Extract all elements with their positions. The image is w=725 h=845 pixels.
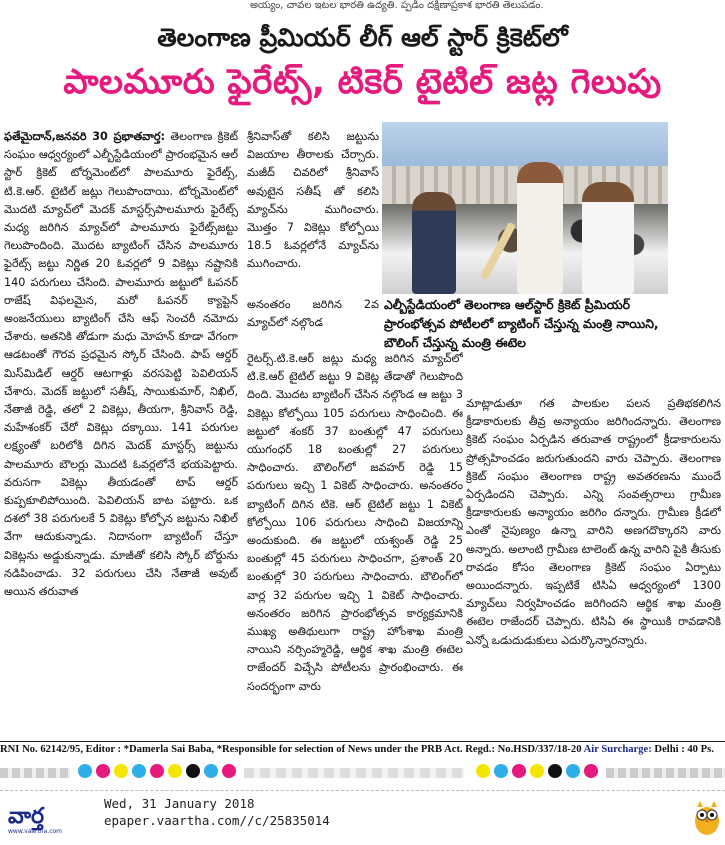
bystander-figure: [412, 192, 456, 294]
cyan-dot: [204, 764, 218, 778]
column-2c-text: రైటర్స్‌.టి.కె.ఆర్ జట్లు మధ్య జరిగిన మ్యాచ్‌లో టి.కె.ఆర్ టైటిల్ జట్టు 9 వికెట్ల తేడాతో గెలుపొంది దింది. మొదట బ్యాటింగ్ చేసిన నల్గొండ ఆ జట్టు 3 వికెట్లు కోల్పోయి 105 పరుగులు సాధించింది. ఈ జట్టులో శంకర్ 37 బంతుల్లో 47 పరుగులు యుగంధర్ 18 బంతుల్లో 27 పరుగులు సాధించారు. బౌలింగ్‌లో జవహర్ రెడ్డి 15 పరుగులు ఇచ్చి 1 వికెట్ సాధించారు. అనంతరం బ్యాటింగ్ దిగిన టికె. ఆర్ టైటిల్ జట్టు 1 వికెట్ కోల్పోయి 106 పరుగులు సాధించి విజయాన్ని అందుకుంది. ఈ జట్టులో యశ్వంత్ రెడ్డి 25 బంతుల్లో 45 పరుగులు సాధించగా, ప్రశాంత్ 20 బంతుల్లో 30 పరుగులు సాధించారు. బౌలింగ్‌లో వార్ల 32 పరుగుల ఇచ్చి 1 వికెట్ సాధించారు. అనంతరం జరిగిన ప్రారంభోత్సవ కార్యక్రమానికి ముఖ్య అతిథులుగా రాష్ట్ర హోంశాఖ మంత్రి నాయిని నర్సింహ్మరెడ్డి, ఆర్థిక శాఖ మంత్రి ఈటెల రాజేందర్ విచ్చేసి పోటీలను ప్రారంభించారు. ఈ సందర్భంగా వారు: [247, 352, 463, 693]
cyan-dot: [78, 764, 92, 778]
previous-article-strip: అయ్యం, చావల ఇటల భారతి ఉద్యతి. ప్పడిం దక్షిణాప్రకాశ భారతి తెలుపడం.: [250, 0, 544, 11]
column-1-text: తెలంగాణ క్రికెట్ సంఘం ఆధ్వర్యంలో ఎల్బీస్టేడియంలో ప్రారంభమైన ఆల్ స్టార్ క్రికెట్ టోర్నమెంట్‌లో పాలమూరు ఫైరేట్స్, టి.కె.ఆర్. టైటిల్ జట్లు గెలుపొందాయి. టోర్నమెంట్‌లో మొదటి మ్యాచ్‌లో మెదక్ మాస్టర్స్‌పాలమూరు ఫైరేట్స్ మధ్య జరిగిన మ్యాచ్‌లో పాలమూరు ఫైరేట్స్‌జట్టు గెలుపొందింది. మొదట బ్యాటింగ్ చేసిన పాలమూరు ఫైరేట్స్ జట్టు నిర్ణిత 20 ఓవర్లలో 9 వికెట్లు నష్టానికి 140 పరుగులు చేసింది. పాలమూరు జట్టులో ఓపనర్ రాజేష్ విఫలమైన, మరో ఓపనర్ క్యాప్టెన్ అంజనేయులు బ్యాటింగ్ చేసి ఆఫ్ సెంచరీ నమోదు చేశారు. అతనికి తోడుగా మధు మోహన్ కూడా వేగంగా ఆడటంతో గౌరవ ప్రధమైన స్కోర్ చేసింది. పాప్ ఆర్డర్ మిస్‌మిడిల్ ఆర్డర్ ఆటగాళ్లు వరసపెట్టి పెవిలియన్ చేశారు. మెదక్ జట్టులో సతీష్, సాయికుమార్, నిఖిల్, నేతాజీ రెడ్డి, తలో 2 వికెట్లు, తీయగా, శ్రీనివాస్ రెడ్డి, మహేశంకర్ చేరో వికెట్లు దక్కాయి. 141 పరుగుల లక్ష్యంతో బరిలోకి దిగిన మెదక్ మాస్టర్స్ జట్టును పాలమూరు బౌలర్లు మొదటి ఓవర్లలోనే భయపెట్టారు. వరుసగా వికెట్లు తీయడంతో టాప్ ఆర్డర్ కుప్పకూలిపోయింది. పెవిలియన్ బాట పట్టారు. ఒక దశలో 38 పరుగులకే 5 వికెట్లు కోల్పోన జట్టును నిఖిల్ వేగా ఆదుకున్నాడు. నిదానంగా బ్యాటింగ్ చేస్తూ వికెట్లను అడ్డుకున్నాడు. మాజీతో కలిసి స్కోర్ బోర్డును నడిపించాడు. 32 పరుగులు చేసి నేతాజీ అవుట్ అయిన తరువాత: [4, 130, 238, 599]
registration-bar-left: [0, 768, 70, 778]
magenta-dot: [222, 764, 236, 778]
news-photo: [382, 122, 668, 294]
delhi-price: Delhi : 40 Ps.: [654, 744, 714, 755]
bowling-minister-figure: [582, 182, 634, 294]
article-headline: పాలమూరు ఫైరేట్స్, టికెర్ టైటిల్ జట్ల గెలుపు: [63, 62, 662, 102]
cyan-dot: [132, 764, 146, 778]
black-dot: [548, 764, 562, 778]
registration-bar-middle: [244, 768, 464, 778]
edition-date: Wed, 31 January 2018: [104, 796, 255, 811]
prb-responsibility: *Responsible for selection of News under the PRB Act. Regd.: No.HSD/337/18-20: [216, 744, 582, 755]
yellow-dot: [476, 764, 490, 778]
article-kicker: తెలంగాణ ప్రీమియర్ లీగ్ ఆల్ స్టార్ క్రికెట్‌లో: [157, 23, 568, 52]
black-dot: [186, 764, 200, 778]
epaper-footer: [0, 790, 725, 845]
logo-text: వార్త: [8, 804, 45, 829]
batting-minister-figure: [517, 162, 563, 294]
article-column-2: [247, 128, 379, 296]
owl-mascot-icon: [692, 797, 722, 837]
editor-credit: Editor : *Damerla Sai Baba,: [85, 744, 215, 755]
article-column-3: [466, 395, 721, 740]
magenta-dot: [512, 764, 526, 778]
photo-caption: ఎల్బీస్టేడియంలో తెలంగాణ ఆల్‌స్టార్ క్రికెట్ ప్రీమియర్ ప్రారంభోత్సవ పోటీలలో బ్యాటింగ్ చేస్తున్న మంత్రి నాయిని, బౌలింగ్ చేస్తున్న మంత్రి ఈటెల: [384, 297, 659, 350]
magenta-dot: [584, 764, 598, 778]
air-surcharge-label: Air Surcharge:: [583, 744, 652, 755]
print-registration-marks: [0, 762, 725, 786]
column-2b-text: అనంతరం జరిగిన 2వ మ్యాచ్‌లో నల్గొండ: [247, 298, 379, 330]
column-2-text: శ్రీనివాస్‌తో కలిసి జట్టును విజయాల తీరాలకు చేర్చారు. మజీద్ చివరిలో శ్రీనివాస్ అవుటైన సతీష్ తో కలిసి మ్యాచ్‌ను ముగించారు. మొత్తం 7 వికెట్లు కోల్పోయి 18.5 ఓవర్లలోనే మ్యాచ్‌ను ముగించారు.: [247, 130, 379, 271]
yellow-dot: [168, 764, 182, 778]
dateline: ఫతేమైదాన్,జనవరి 30 ప్రభాతవార్త:: [4, 130, 165, 143]
logo-subtext: www.vaartha.com: [8, 828, 63, 835]
rni-number: RNI No. 62142/95,: [0, 744, 83, 755]
article-column-1: [0, 128, 238, 740]
cyan-dot: [494, 764, 508, 778]
column-3-text: మాట్లాడుతూ గత పాలకుల పలన ప్రతిభకలిగిన క్రీడాకారులకు తీవ్ర అన్యాయం జరిగిందన్నారు. తెలంగాణ క్రికెట్ సంఘం ఏర్పడిన తరువాత రాష్ట్రంలో క్రీడాకారులను ప్రోత్సహించడం జరుగుతుందని వారు చెప్పారు. తెలంగాణ క్రికెట్ సంఘం తెలంగాణ రాష్ట్ర అవతరణను ముందే ఏర్పడిందని చెప్పారు. ఎన్ని సంవత్సరాలు గ్రామీణ క్రీడాకారులకు అన్యాయం జరిగిం దన్నారు. గ్రామీణ క్రీడలో ఎంతో నైపుణ్యం ఉన్నా వారిని అణగదొక్కారని వారు అన్నారు. అలాంటి గ్రామీణ టాలెంట్ ఉన్న వారిని పైకి తీసుకు రావడం కోసం తెలంగాణ క్రికెట్ సంఘం ఏర్పాటు అయిందన్నారు. ఇప్పటికే టిసిఏ ఆధ్వర్యంలో 1300 మ్యాచ్‌లు నిర్వహించడం జరిగిందని ఆర్థిక శాఖ మంత్రి ఈటెల రాజేందర్ చెప్పారు. టిసిఏ ఈ స్థాయికి రావడానికి ఎన్నో ఒడుదుడుకులు ఎదుర్కొన్నారన్నారు.: [466, 397, 721, 647]
registration-bar-right: [606, 768, 725, 778]
magenta-dot: [96, 764, 110, 778]
magenta-dot: [150, 764, 164, 778]
cyan-dot: [566, 764, 580, 778]
article-column-2c: [247, 350, 463, 740]
yellow-dot: [114, 764, 128, 778]
bottom-rule: [0, 741, 725, 742]
yellow-dot: [530, 764, 544, 778]
imprint-line: [0, 743, 725, 757]
epaper-url[interactable]: epaper.vaartha.com//c/25835014: [104, 813, 330, 828]
article-column-2b: [247, 296, 379, 348]
vaartha-logo[interactable]: [6, 799, 94, 835]
